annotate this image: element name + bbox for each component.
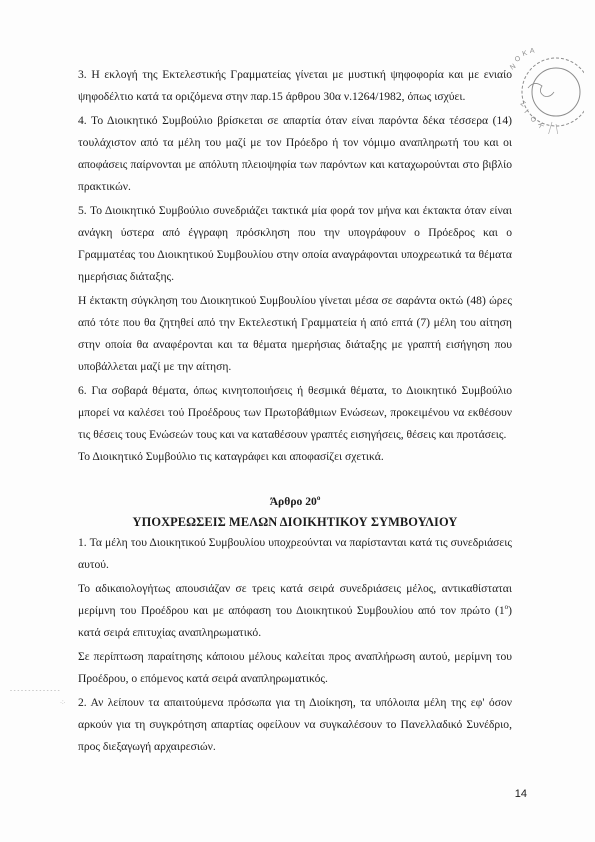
paragraph-5: 5. Το Διοικητικό Συμβούλιο συνεδριάζει τακτικά μία φορά τον μήνα και έκτακτα όταν είναι ανάγκη ύστερα από έγγραφη πρόσκληση που την υπογράφουν ο Πρόεδρος και ο Γραμματέας του Διοικητικού Συμβουλίου στην οποία αναγράφονται υποχρεωτικά τα θέματα ημερήσιας διάταξης. <box>78 204 512 283</box>
document-body <box>78 64 512 758</box>
ordinal-superscript: ο <box>504 603 509 612</box>
article-title: ΥΠΟΧΡΕΩΣΕΙΣ ΜΕΛΩΝ ΔΙΟΙΚΗΤΙΚΟΥ ΣΥΜΒΟΥΛΙΟΥ <box>132 515 458 529</box>
paragraph-3: 3. Η εκλογή της Εκτελεστικής Γραμματείας γίνεται με μυστική ψηφοφορία και με ενιαίο ψηφοδέλτιο κατά τα οριζόμενα στην παρ.15 άρθρου 30α ν.1264/1982, όπως ισχύει. <box>78 68 512 103</box>
paragraph-4: 4. Το Διοικητικό Συμβούλιο βρίσκεται σε απαρτία όταν είναι παρόντα δέκα τέσσερα (14) τουλάχιστον από τα μέλη του μαζί με τον Πρόεδρο ή τον νόμιμο αναπληρωτή του και οι αποφάσεις παίρνονται με απόλυτη πλειοψηφία των παρόντων και καταχωρούνται στο βιβλίο πρακτικών. <box>78 114 512 193</box>
paragraph-extraordinary-meeting: Η έκτακτη σύγκληση του Διοικητικού Συμβουλίου γίνεται μέσα σε σαράντα οκτώ (48) ώρες από τότε που θα ζητηθεί από την Εκτελεστική Γραμματεία ή από επτά (7) μέλη του αίτηση στην οποία θα αναφέρονται και τα θέματα ημερήσιας διάταξης με γραπτή εισήγηση που υποβάλλεται μαζί με την αίτηση. <box>78 294 512 373</box>
article-heading-superscript: ο <box>316 494 321 503</box>
svg-text:Ν: Ν <box>509 63 518 72</box>
svg-text:Ο: Ο <box>528 115 538 124</box>
article-paragraph-absence-before: Το αδικαιολογήτως απουσιάζαν σε τρεις κατά σειρά συνεδριάσεις μέλος, αντικαθίσταται μερίμνη του Προέδρου και με απόφαση του Διοικητικού Συμβουλίου από τον πρώτο (1 <box>78 582 512 617</box>
scan-artifact-mark: ·:· <box>60 700 66 706</box>
article-heading-text: Άρθρο 20 <box>269 495 317 508</box>
scan-artifact-mark: - - - - - - - - - - - - - - <box>10 688 60 694</box>
svg-text:Ο: Ο <box>513 55 522 64</box>
article-paragraph-1: 1. Τα μέλη του Διοικητικού Συμβουλίου υποχρεούνται να παρίστανται κατά τις συνεδριάσεις αυτού. <box>78 536 512 571</box>
paragraph-6: 6. Για σοβαρά θέματα, όπως κινητοποιήσεις ή θεσμικά θέματα, το Διοικητικό Συμβούλιο μπορεί να καλέσει τού Προέδρους των Πρωτοβάθμιων Ενώσεων, προκειμένου να εκθέσουν τις θέσεις τους Ενώσεών τους και να καταθέσουν γραπτές εισηγήσεις, θέσεις και προτάσεις. <box>78 384 512 441</box>
article-paragraph-absence-after: ) κατά σειρά επιτυχίας αναπληρωματικό. <box>78 604 512 639</box>
paragraph-board-records: Το Διοικητικό Συμβούλιο τις καταγράφει και αποφασίζει σχετικά. <box>78 450 384 463</box>
article-paragraph-resignation: Σε περίπτωση παραίτησης κάποιου μέλους καλείται προς αναπλήρωση αυτού, μερίμνη του Προέδρου, ο επόμενος κατά σειρά αναπληρωματικός. <box>78 650 512 685</box>
article-heading <box>78 492 512 512</box>
svg-text:Κ: Κ <box>536 122 545 130</box>
page-number: 14 <box>514 788 527 800</box>
svg-text:Κ: Κ <box>521 49 529 58</box>
article-paragraph-absence <box>78 578 512 644</box>
article-paragraph-2: 2. Αν λείπουν τα απαιτούμενα πρόσωπα για τη Διοίκηση, τα υπόλοιπα μέλη της εφ' όσον αρκούν για τη συγκρότηση απαρτίας οφείλουν να συγκαλέσουν το Πανελλαδικό Συνέδριο, προς διεξαγωγή αρχαιρεσιών. <box>78 696 512 753</box>
svg-text:Σ: Σ <box>518 100 527 109</box>
svg-text:Ι: Ι <box>522 108 530 115</box>
svg-text:Α: Α <box>529 48 535 55</box>
